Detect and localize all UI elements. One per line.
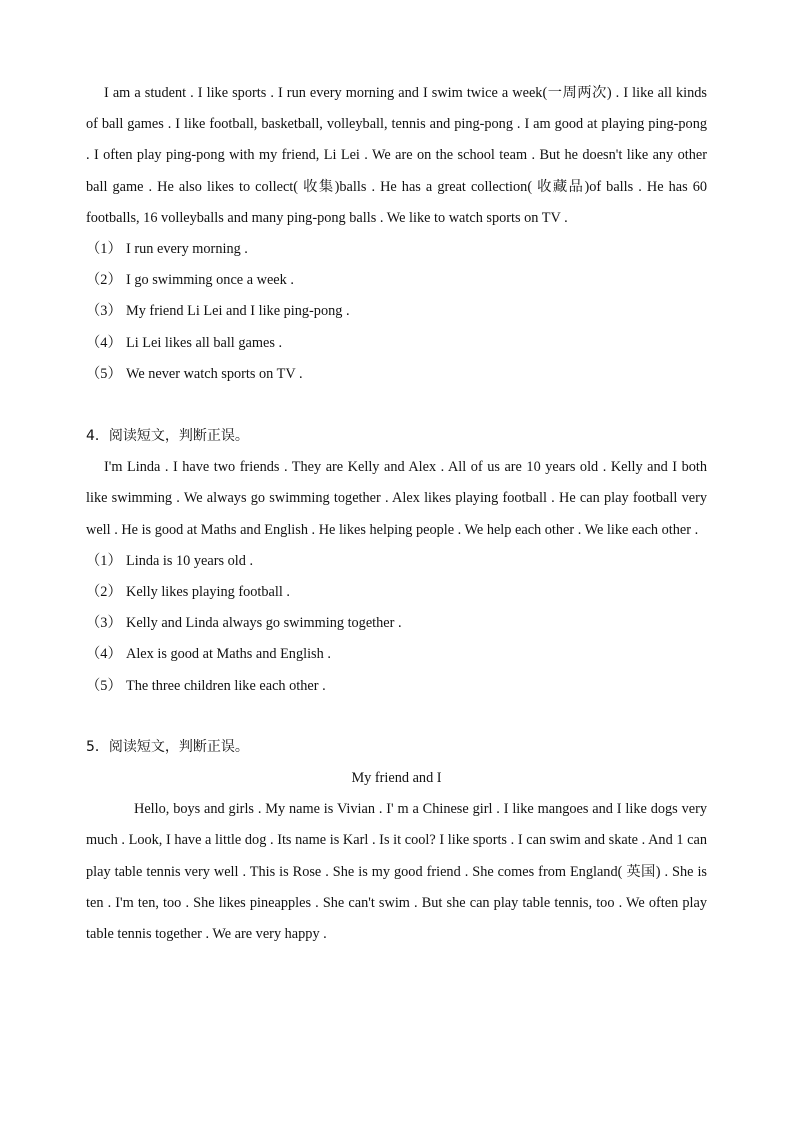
statement-item bbox=[86, 296, 707, 327]
section-3 bbox=[86, 78, 707, 390]
item-number: （1） bbox=[86, 552, 122, 569]
item-text: I go swimming once a week . bbox=[126, 272, 294, 289]
section-4 bbox=[86, 421, 707, 702]
item-number: （5） bbox=[86, 365, 122, 382]
item-text: The three children like each other . bbox=[126, 677, 326, 694]
item-text: Kelly likes playing football . bbox=[126, 584, 290, 601]
passage-title: My friend and I bbox=[351, 770, 442, 787]
item-number: （3） bbox=[86, 615, 122, 632]
item-text: Li Lei likes all ball games . bbox=[126, 334, 283, 351]
item-number: （1） bbox=[86, 241, 122, 258]
section-5 bbox=[86, 732, 707, 950]
section-spacer bbox=[86, 390, 707, 421]
statement-item bbox=[86, 577, 707, 608]
item-number: （5） bbox=[86, 677, 122, 694]
reading-passage: Hello, boys and girls . My name is Vivian . I' m a Chinese girl . I like mangoes and I like dogs very much . Look, I have a little dog . Its name is Karl . Is it cool? I like sports . I can swim and skate . And 1 can play table tennis very well . This is Rose . She is my good friend . She comes from England( 英国) . She is ten . I'm ten, too . She likes pineapples . She can't swim . But she can play table tennis, too . We often play table tennis together . We are very happy . bbox=[86, 801, 707, 943]
statement-item bbox=[86, 671, 707, 702]
item-number: （4） bbox=[86, 646, 122, 663]
statement-item bbox=[86, 608, 707, 639]
worksheet-page bbox=[86, 78, 707, 950]
section-spacer bbox=[86, 702, 707, 732]
item-text: Kelly and Linda always go swimming together . bbox=[126, 615, 402, 632]
statement-item bbox=[86, 234, 707, 265]
statement-item bbox=[86, 639, 707, 670]
item-text: Linda is 10 years old . bbox=[126, 552, 254, 569]
statement-item bbox=[86, 265, 707, 296]
item-number: （2） bbox=[86, 584, 122, 601]
item-number: （4） bbox=[86, 334, 122, 351]
item-number: （2） bbox=[86, 272, 122, 289]
section-heading: 4．阅读短文，判断正误。 bbox=[86, 428, 249, 445]
reading-passage: I am a student . I like sports . I run every morning and I swim twice a week(一周两次) . I like all kinds of ball games . I like football, basketball, volleyball, tennis and ping-pong . I am good at playing ping-pong . I often play ping-pong with my friend, Li Lei . We are on the school team . But he doesn't like any other ball game . He also likes to collect( 收集)balls . He has a great collection( 收藏品)of balls . He has 60 footballs, 16 volleyballs and many ping-pong balls . We like to watch sports on TV . bbox=[86, 85, 707, 226]
statement-item bbox=[86, 328, 707, 359]
item-text: Alex is good at Maths and English . bbox=[126, 646, 331, 663]
item-text: I run every morning . bbox=[126, 241, 248, 258]
section-heading: 5．阅读短文，判断正误。 bbox=[86, 738, 249, 755]
item-text: We never watch sports on TV . bbox=[126, 365, 303, 382]
item-number: （3） bbox=[86, 303, 122, 320]
reading-passage: I'm Linda . I have two friends . They are Kelly and Alex . All of us are 10 years old . Kelly and I both like swimming . We always go swimming together . Alex likes playing football . He can play football very well . He is good at Maths and English . He likes helping people . We help each other . We like each other . bbox=[86, 459, 707, 538]
statement-item bbox=[86, 359, 707, 390]
item-text: My friend Li Lei and I like ping-pong . bbox=[126, 303, 350, 320]
statement-item bbox=[86, 546, 707, 577]
